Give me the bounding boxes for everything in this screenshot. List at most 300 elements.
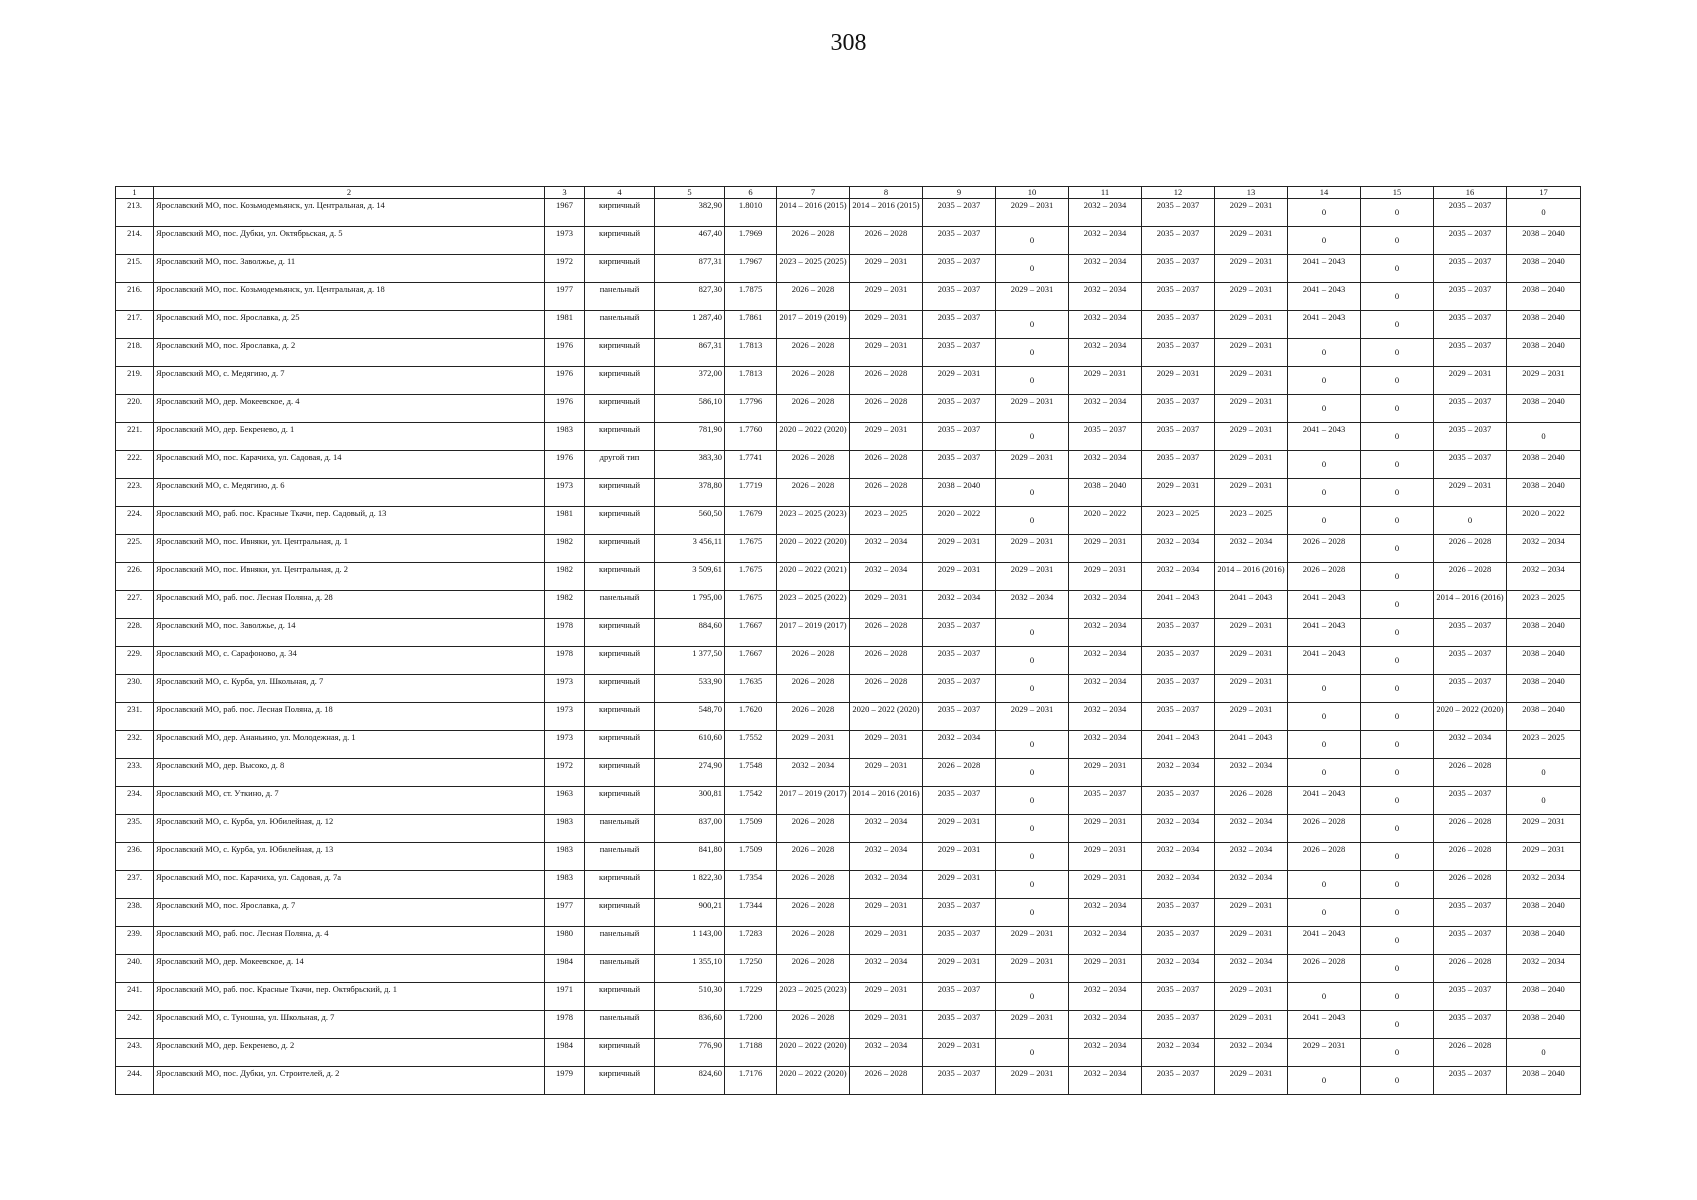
period-col-8-cell: 2032 – 2034 (850, 955, 923, 983)
period-col-12-cell: 2032 – 2034 (1142, 759, 1215, 787)
period-col-8-cell: 2032 – 2034 (850, 1039, 923, 1067)
area-cell: 836,60 (655, 1011, 725, 1039)
column-number-header: 11 (1069, 187, 1142, 199)
period-col-12-cell: 2035 – 2037 (1142, 339, 1215, 367)
area-cell: 510,30 (655, 983, 725, 1011)
period-col-15-cell: 0 (1361, 871, 1434, 899)
period-col-10-cell: 0 (996, 255, 1069, 283)
period-col-17-cell: 2038 – 2040 (1507, 619, 1581, 647)
column-number-header: 8 (850, 187, 923, 199)
address-cell: Ярославский МО, дер. Ананьино, ул. Молодежная, д. 1 (154, 731, 545, 759)
build-year-cell: 1983 (545, 423, 585, 451)
period-col-13-cell: 2029 – 2031 (1215, 367, 1288, 395)
area-cell: 837,00 (655, 815, 725, 843)
period-col-10-cell: 2032 – 2034 (996, 591, 1069, 619)
period-col-16-cell: 2035 – 2037 (1434, 787, 1507, 815)
column-number-header: 17 (1507, 187, 1581, 199)
row-number-cell: 221. (116, 423, 154, 451)
table-row (116, 675, 1581, 703)
period-col-16-cell: 2035 – 2037 (1434, 227, 1507, 255)
build-year-cell: 1982 (545, 591, 585, 619)
priority-index-cell: 1.7635 (725, 675, 777, 703)
address-cell: Ярославский МО, пос. Дубки, ул. Строителей, д. 2 (154, 1067, 545, 1095)
period-col-9-cell: 2032 – 2034 (923, 731, 996, 759)
address-cell: Ярославский МО, пос. Ивняки, ул. Центральная, д. 1 (154, 535, 545, 563)
column-number-header: 16 (1434, 187, 1507, 199)
period-col-13-cell: 2029 – 2031 (1215, 983, 1288, 1011)
period-col-15-cell: 0 (1361, 479, 1434, 507)
period-col-15-cell: 0 (1361, 703, 1434, 731)
priority-index-cell: 1.7188 (725, 1039, 777, 1067)
period-col-15-cell: 0 (1361, 759, 1434, 787)
wall-material-cell: кирпичный (585, 479, 655, 507)
period-col-16-cell: 2035 – 2037 (1434, 451, 1507, 479)
period-col-12-cell: 2035 – 2037 (1142, 927, 1215, 955)
period-col-16-cell: 2032 – 2034 (1434, 731, 1507, 759)
table-row (116, 367, 1581, 395)
wall-material-cell: панельный (585, 927, 655, 955)
build-year-cell: 1983 (545, 871, 585, 899)
period-col-16-cell: 2014 – 2016 (2016) (1434, 591, 1507, 619)
period-col-14-cell: 0 (1288, 675, 1361, 703)
period-col-11-cell: 2020 – 2022 (1069, 507, 1142, 535)
period-col-14-cell: 2026 – 2028 (1288, 535, 1361, 563)
row-number-cell: 243. (116, 1039, 154, 1067)
build-year-cell: 1981 (545, 311, 585, 339)
column-number-header: 2 (154, 187, 545, 199)
period-col-9-cell: 2035 – 2037 (923, 339, 996, 367)
period-col-9-cell: 2035 – 2037 (923, 1067, 996, 1095)
row-number-cell: 233. (116, 759, 154, 787)
period-col-13-cell: 2029 – 2031 (1215, 199, 1288, 227)
period-col-11-cell: 2038 – 2040 (1069, 479, 1142, 507)
period-col-16-cell: 2026 – 2028 (1434, 535, 1507, 563)
period-col-15-cell: 0 (1361, 451, 1434, 479)
wall-material-cell: кирпичный (585, 367, 655, 395)
period-col-12-cell: 2035 – 2037 (1142, 395, 1215, 423)
period-col-13-cell: 2029 – 2031 (1215, 899, 1288, 927)
period-col-16-cell: 2035 – 2037 (1434, 899, 1507, 927)
period-col-15-cell: 0 (1361, 955, 1434, 983)
period-col-17-cell: 2029 – 2031 (1507, 367, 1581, 395)
area-cell: 877,31 (655, 255, 725, 283)
area-cell: 867,31 (655, 339, 725, 367)
row-number-cell: 214. (116, 227, 154, 255)
period-col-14-cell: 2041 – 2043 (1288, 255, 1361, 283)
row-number-cell: 222. (116, 451, 154, 479)
period-col-14-cell: 0 (1288, 395, 1361, 423)
period-col-12-cell: 2035 – 2037 (1142, 311, 1215, 339)
period-col-15-cell: 0 (1361, 1067, 1434, 1095)
area-cell: 300,81 (655, 787, 725, 815)
period-col-17-cell: 2038 – 2040 (1507, 339, 1581, 367)
period-col-14-cell: 2041 – 2043 (1288, 591, 1361, 619)
period-col-8-cell: 2029 – 2031 (850, 339, 923, 367)
period-col-17-cell: 2032 – 2034 (1507, 871, 1581, 899)
area-cell: 1 822,30 (655, 871, 725, 899)
address-cell: Ярославский МО, дер. Мокеевское, д. 14 (154, 955, 545, 983)
period-col-14-cell: 0 (1288, 479, 1361, 507)
period-col-15-cell: 0 (1361, 283, 1434, 311)
wall-material-cell: панельный (585, 311, 655, 339)
period-col-16-cell: 2035 – 2037 (1434, 1067, 1507, 1095)
address-cell: Ярославский МО, пос. Ярославка, д. 25 (154, 311, 545, 339)
priority-index-cell: 1.7675 (725, 591, 777, 619)
period-col-13-cell: 2029 – 2031 (1215, 647, 1288, 675)
period-col-8-cell: 2026 – 2028 (850, 619, 923, 647)
period-col-7-cell: 2026 – 2028 (777, 843, 850, 871)
wall-material-cell: кирпичный (585, 899, 655, 927)
column-number-header: 1 (116, 187, 154, 199)
column-number-header: 9 (923, 187, 996, 199)
period-col-14-cell: 0 (1288, 199, 1361, 227)
period-col-7-cell: 2017 – 2019 (2017) (777, 619, 850, 647)
period-col-8-cell: 2020 – 2022 (2020) (850, 703, 923, 731)
row-number-cell: 223. (116, 479, 154, 507)
period-col-9-cell: 2035 – 2037 (923, 647, 996, 675)
row-number-cell: 225. (116, 535, 154, 563)
period-col-8-cell: 2029 – 2031 (850, 423, 923, 451)
period-col-15-cell: 0 (1361, 647, 1434, 675)
period-col-17-cell: 2032 – 2034 (1507, 955, 1581, 983)
period-col-15-cell: 0 (1361, 199, 1434, 227)
area-cell: 548,70 (655, 703, 725, 731)
period-col-10-cell: 0 (996, 675, 1069, 703)
period-col-12-cell: 2032 – 2034 (1142, 535, 1215, 563)
build-year-cell: 1980 (545, 927, 585, 955)
row-number-cell: 241. (116, 983, 154, 1011)
wall-material-cell: панельный (585, 843, 655, 871)
table-row (116, 311, 1581, 339)
period-col-8-cell: 2029 – 2031 (850, 927, 923, 955)
build-year-cell: 1976 (545, 451, 585, 479)
period-col-12-cell: 2035 – 2037 (1142, 451, 1215, 479)
period-col-7-cell: 2026 – 2028 (777, 815, 850, 843)
period-col-9-cell: 2029 – 2031 (923, 871, 996, 899)
column-number-header: 13 (1215, 187, 1288, 199)
period-col-11-cell: 2029 – 2031 (1069, 955, 1142, 983)
period-col-8-cell: 2029 – 2031 (850, 731, 923, 759)
priority-index-cell: 1.7813 (725, 367, 777, 395)
period-col-11-cell: 2032 – 2034 (1069, 283, 1142, 311)
period-col-13-cell: 2029 – 2031 (1215, 283, 1288, 311)
period-col-15-cell: 0 (1361, 927, 1434, 955)
period-col-10-cell: 2029 – 2031 (996, 535, 1069, 563)
period-col-17-cell: 2038 – 2040 (1507, 983, 1581, 1011)
area-cell: 1 143,00 (655, 927, 725, 955)
period-col-15-cell: 0 (1361, 311, 1434, 339)
period-col-17-cell: 2038 – 2040 (1507, 255, 1581, 283)
period-col-14-cell: 2041 – 2043 (1288, 927, 1361, 955)
area-cell: 900,21 (655, 899, 725, 927)
address-cell: Ярославский МО, пос. Карачиха, ул. Садовая, д. 7а (154, 871, 545, 899)
address-cell: Ярославский МО, с. Сарафоново, д. 34 (154, 647, 545, 675)
area-cell: 824,60 (655, 1067, 725, 1095)
period-col-14-cell: 2041 – 2043 (1288, 423, 1361, 451)
period-col-16-cell: 2026 – 2028 (1434, 1039, 1507, 1067)
period-col-15-cell: 0 (1361, 843, 1434, 871)
build-year-cell: 1984 (545, 1039, 585, 1067)
table-row (116, 535, 1581, 563)
row-number-cell: 234. (116, 787, 154, 815)
period-col-7-cell: 2020 – 2022 (2021) (777, 563, 850, 591)
period-col-7-cell: 2023 – 2025 (2023) (777, 983, 850, 1011)
period-col-11-cell: 2029 – 2031 (1069, 759, 1142, 787)
period-col-12-cell: 2035 – 2037 (1142, 1011, 1215, 1039)
period-col-9-cell: 2035 – 2037 (923, 311, 996, 339)
period-col-12-cell: 2035 – 2037 (1142, 703, 1215, 731)
table-row (116, 1011, 1581, 1039)
period-col-7-cell: 2026 – 2028 (777, 927, 850, 955)
period-col-13-cell: 2029 – 2031 (1215, 479, 1288, 507)
row-number-cell: 240. (116, 955, 154, 983)
period-col-11-cell: 2032 – 2034 (1069, 619, 1142, 647)
period-col-9-cell: 2035 – 2037 (923, 899, 996, 927)
period-col-14-cell: 0 (1288, 1067, 1361, 1095)
wall-material-cell: кирпичный (585, 983, 655, 1011)
column-number-header: 6 (725, 187, 777, 199)
table-row (116, 283, 1581, 311)
row-number-cell: 235. (116, 815, 154, 843)
table-row (116, 1067, 1581, 1095)
address-cell: Ярославский МО, дер. Бекренево, д. 2 (154, 1039, 545, 1067)
period-col-17-cell: 2032 – 2034 (1507, 563, 1581, 591)
period-col-9-cell: 2029 – 2031 (923, 843, 996, 871)
build-year-cell: 1973 (545, 703, 585, 731)
period-col-17-cell: 2038 – 2040 (1507, 311, 1581, 339)
area-cell: 884,60 (655, 619, 725, 647)
period-col-10-cell: 2029 – 2031 (996, 563, 1069, 591)
row-number-cell: 242. (116, 1011, 154, 1039)
period-col-8-cell: 2029 – 2031 (850, 283, 923, 311)
period-col-13-cell: 2032 – 2034 (1215, 871, 1288, 899)
build-year-cell: 1976 (545, 395, 585, 423)
wall-material-cell: кирпичный (585, 199, 655, 227)
period-col-13-cell: 2029 – 2031 (1215, 311, 1288, 339)
period-col-16-cell: 2035 – 2037 (1434, 927, 1507, 955)
period-col-8-cell: 2032 – 2034 (850, 563, 923, 591)
build-year-cell: 1976 (545, 339, 585, 367)
period-col-17-cell: 2038 – 2040 (1507, 703, 1581, 731)
wall-material-cell: кирпичный (585, 647, 655, 675)
table-row (116, 619, 1581, 647)
header-row (116, 187, 1581, 199)
period-col-14-cell: 0 (1288, 759, 1361, 787)
build-year-cell: 1973 (545, 227, 585, 255)
period-col-15-cell: 0 (1361, 1039, 1434, 1067)
period-col-10-cell: 0 (996, 619, 1069, 647)
period-col-15-cell: 0 (1361, 227, 1434, 255)
period-col-13-cell: 2014 – 2016 (2016) (1215, 563, 1288, 591)
period-col-16-cell: 2020 – 2022 (2020) (1434, 703, 1507, 731)
period-col-10-cell: 2029 – 2031 (996, 451, 1069, 479)
row-number-cell: 219. (116, 367, 154, 395)
wall-material-cell: кирпичный (585, 759, 655, 787)
wall-material-cell: кирпичный (585, 535, 655, 563)
period-col-11-cell: 2032 – 2034 (1069, 927, 1142, 955)
table-row (116, 451, 1581, 479)
period-col-17-cell: 2038 – 2040 (1507, 227, 1581, 255)
priority-index-cell: 1.7969 (725, 227, 777, 255)
period-col-10-cell: 0 (996, 899, 1069, 927)
period-col-9-cell: 2035 – 2037 (923, 199, 996, 227)
period-col-14-cell: 0 (1288, 731, 1361, 759)
build-year-cell: 1982 (545, 535, 585, 563)
period-col-12-cell: 2035 – 2037 (1142, 199, 1215, 227)
period-col-13-cell: 2032 – 2034 (1215, 759, 1288, 787)
period-col-7-cell: 2026 – 2028 (777, 395, 850, 423)
period-col-7-cell: 2020 – 2022 (2020) (777, 1067, 850, 1095)
table-row (116, 507, 1581, 535)
period-col-11-cell: 2029 – 2031 (1069, 535, 1142, 563)
period-col-9-cell: 2035 – 2037 (923, 927, 996, 955)
period-col-10-cell: 2029 – 2031 (996, 1067, 1069, 1095)
period-col-12-cell: 2035 – 2037 (1142, 787, 1215, 815)
area-cell: 3 509,61 (655, 563, 725, 591)
address-cell: Ярославский МО, ст. Уткино, д. 7 (154, 787, 545, 815)
area-cell: 781,90 (655, 423, 725, 451)
period-col-7-cell: 2026 – 2028 (777, 871, 850, 899)
address-cell: Ярославский МО, дер. Высоко, д. 8 (154, 759, 545, 787)
period-col-15-cell: 0 (1361, 423, 1434, 451)
address-cell: Ярославский МО, раб. пос. Лесная Поляна, д. 18 (154, 703, 545, 731)
priority-index-cell: 1.7509 (725, 815, 777, 843)
build-year-cell: 1972 (545, 255, 585, 283)
period-col-13-cell: 2029 – 2031 (1215, 339, 1288, 367)
period-col-12-cell: 2035 – 2037 (1142, 283, 1215, 311)
column-number-header: 4 (585, 187, 655, 199)
period-col-17-cell: 2038 – 2040 (1507, 479, 1581, 507)
period-col-16-cell: 2035 – 2037 (1434, 423, 1507, 451)
period-col-13-cell: 2032 – 2034 (1215, 1039, 1288, 1067)
period-col-9-cell: 2035 – 2037 (923, 395, 996, 423)
row-number-cell: 228. (116, 619, 154, 647)
period-col-13-cell: 2029 – 2031 (1215, 227, 1288, 255)
period-col-11-cell: 2032 – 2034 (1069, 311, 1142, 339)
period-col-7-cell: 2026 – 2028 (777, 955, 850, 983)
period-col-7-cell: 2026 – 2028 (777, 451, 850, 479)
period-col-14-cell: 2026 – 2028 (1288, 843, 1361, 871)
period-col-10-cell: 0 (996, 367, 1069, 395)
priority-index-cell: 1.7719 (725, 479, 777, 507)
period-col-10-cell: 0 (996, 507, 1069, 535)
table-row (116, 703, 1581, 731)
period-col-8-cell: 2023 – 2025 (850, 507, 923, 535)
period-col-9-cell: 2029 – 2031 (923, 535, 996, 563)
period-col-16-cell: 2035 – 2037 (1434, 311, 1507, 339)
period-col-11-cell: 2032 – 2034 (1069, 591, 1142, 619)
period-col-7-cell: 2026 – 2028 (777, 899, 850, 927)
period-col-11-cell: 2032 – 2034 (1069, 983, 1142, 1011)
period-col-14-cell: 2041 – 2043 (1288, 787, 1361, 815)
period-col-14-cell: 0 (1288, 367, 1361, 395)
period-col-17-cell: 0 (1507, 1039, 1581, 1067)
period-col-10-cell: 0 (996, 647, 1069, 675)
table-row (116, 423, 1581, 451)
period-col-15-cell: 0 (1361, 507, 1434, 535)
table-row (116, 339, 1581, 367)
area-cell: 533,90 (655, 675, 725, 703)
area-cell: 1 795,00 (655, 591, 725, 619)
priority-index-cell: 1.7250 (725, 955, 777, 983)
period-col-12-cell: 2029 – 2031 (1142, 479, 1215, 507)
build-year-cell: 1973 (545, 731, 585, 759)
period-col-9-cell: 2029 – 2031 (923, 563, 996, 591)
period-col-7-cell: 2020 – 2022 (2020) (777, 1039, 850, 1067)
wall-material-cell: кирпичный (585, 563, 655, 591)
row-number-cell: 238. (116, 899, 154, 927)
period-col-17-cell: 0 (1507, 423, 1581, 451)
period-col-16-cell: 2035 – 2037 (1434, 199, 1507, 227)
period-col-7-cell: 2023 – 2025 (2023) (777, 507, 850, 535)
page-number: 308 (830, 30, 867, 56)
period-col-12-cell: 2041 – 2043 (1142, 591, 1215, 619)
period-col-10-cell: 0 (996, 759, 1069, 787)
period-col-16-cell: 2026 – 2028 (1434, 815, 1507, 843)
period-col-7-cell: 2026 – 2028 (777, 339, 850, 367)
period-col-11-cell: 2032 – 2034 (1069, 339, 1142, 367)
column-number-header: 5 (655, 187, 725, 199)
period-col-10-cell: 2029 – 2031 (996, 283, 1069, 311)
period-col-7-cell: 2023 – 2025 (2022) (777, 591, 850, 619)
period-col-14-cell: 2026 – 2028 (1288, 815, 1361, 843)
build-year-cell: 1971 (545, 983, 585, 1011)
priority-index-cell: 1.7679 (725, 507, 777, 535)
period-col-13-cell: 2032 – 2034 (1215, 535, 1288, 563)
table-row (116, 815, 1581, 843)
period-col-12-cell: 2035 – 2037 (1142, 1067, 1215, 1095)
wall-material-cell: кирпичный (585, 703, 655, 731)
period-col-16-cell: 2035 – 2037 (1434, 647, 1507, 675)
wall-material-cell: кирпичный (585, 255, 655, 283)
period-col-15-cell: 0 (1361, 899, 1434, 927)
area-cell: 1 287,40 (655, 311, 725, 339)
priority-index-cell: 1.7200 (725, 1011, 777, 1039)
wall-material-cell: кирпичный (585, 227, 655, 255)
period-col-8-cell: 2029 – 2031 (850, 759, 923, 787)
period-col-16-cell: 2029 – 2031 (1434, 479, 1507, 507)
area-cell: 378,80 (655, 479, 725, 507)
table-row (116, 731, 1581, 759)
address-cell: Ярославский МО, раб. пос. Лесная Поляна, д. 28 (154, 591, 545, 619)
row-number-cell: 224. (116, 507, 154, 535)
period-col-10-cell: 0 (996, 479, 1069, 507)
period-col-9-cell: 2035 – 2037 (923, 227, 996, 255)
build-year-cell: 1978 (545, 1011, 585, 1039)
priority-index-cell: 1.7667 (725, 647, 777, 675)
row-number-cell: 232. (116, 731, 154, 759)
period-col-13-cell: 2029 – 2031 (1215, 255, 1288, 283)
wall-material-cell: кирпичный (585, 871, 655, 899)
row-number-cell: 239. (116, 927, 154, 955)
period-col-11-cell: 2032 – 2034 (1069, 647, 1142, 675)
period-col-10-cell: 0 (996, 311, 1069, 339)
build-year-cell: 1963 (545, 787, 585, 815)
period-col-14-cell: 0 (1288, 983, 1361, 1011)
period-col-12-cell: 2029 – 2031 (1142, 367, 1215, 395)
period-col-8-cell: 2014 – 2016 (2015) (850, 199, 923, 227)
period-col-16-cell: 2035 – 2037 (1434, 675, 1507, 703)
address-cell: Ярославский МО, пос. Ярославка, д. 7 (154, 899, 545, 927)
period-col-8-cell: 2029 – 2031 (850, 899, 923, 927)
build-year-cell: 1983 (545, 843, 585, 871)
area-cell: 1 355,10 (655, 955, 725, 983)
address-cell: Ярославский МО, пос. Карачиха, ул. Садовая, д. 14 (154, 451, 545, 479)
period-col-14-cell: 0 (1288, 227, 1361, 255)
period-col-14-cell: 0 (1288, 899, 1361, 927)
priority-index-cell: 1.8010 (725, 199, 777, 227)
build-year-cell: 1977 (545, 899, 585, 927)
